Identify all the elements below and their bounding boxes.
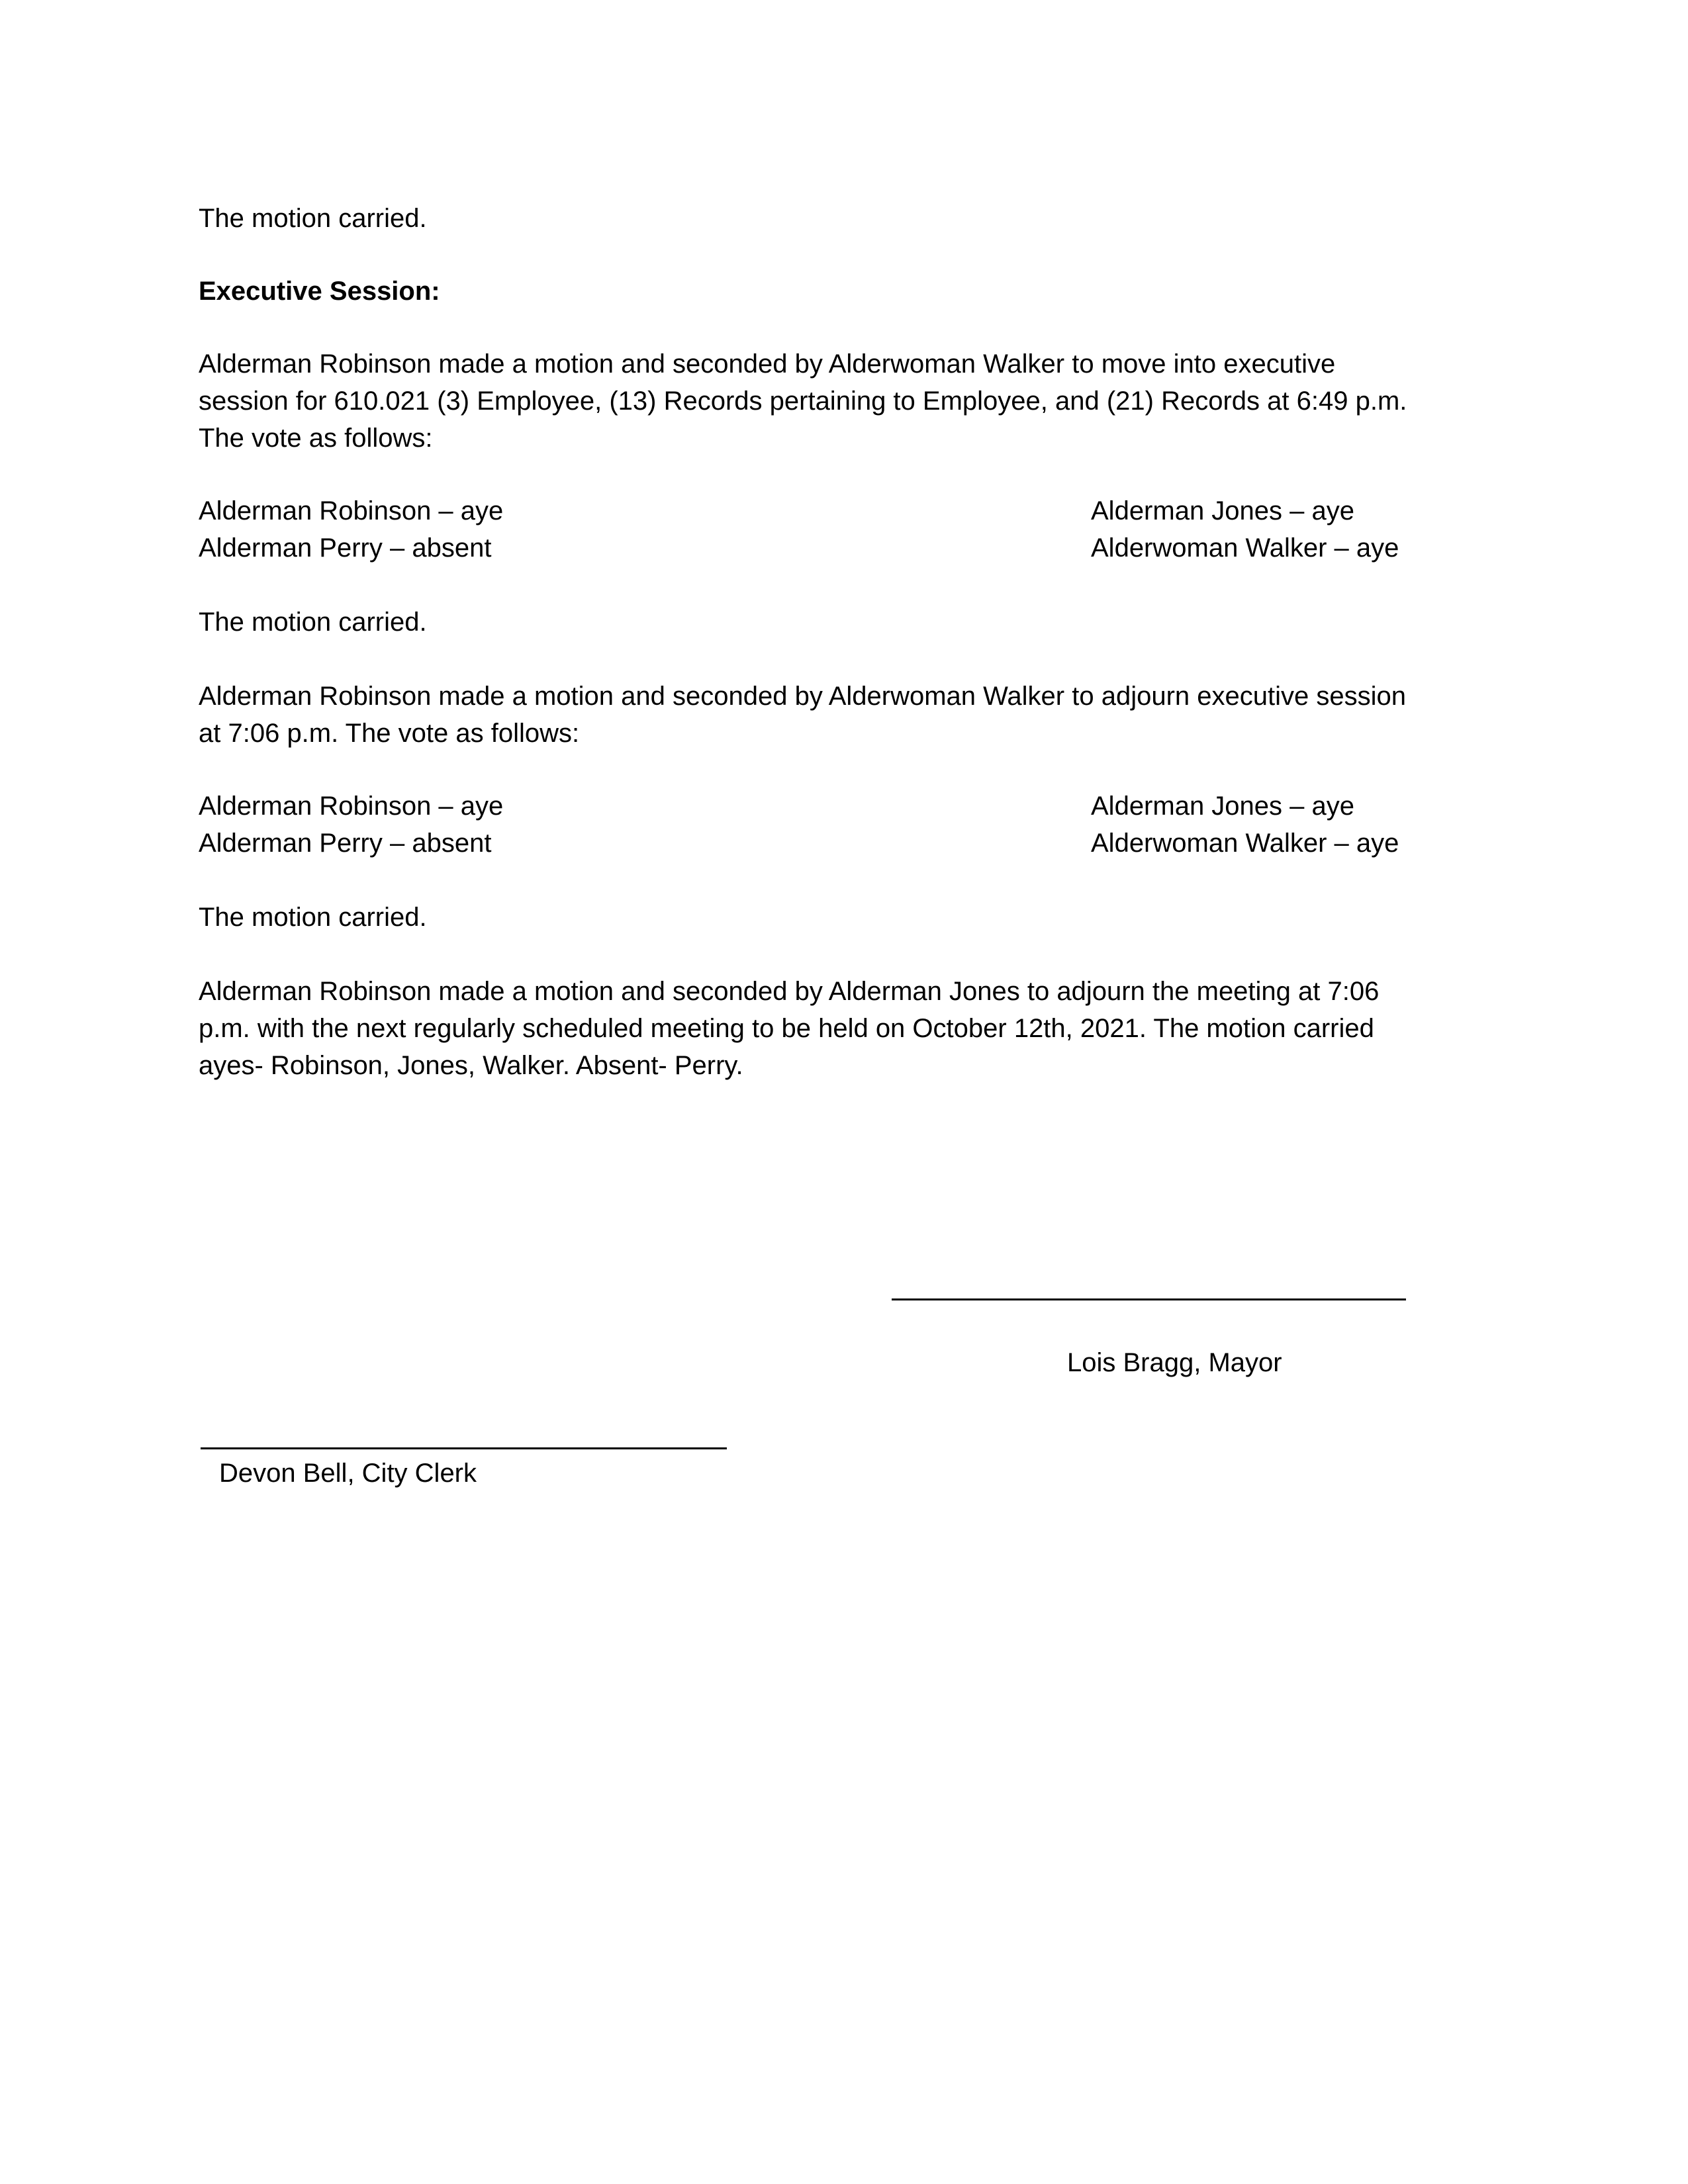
paragraph-line: The vote as follows: xyxy=(199,424,433,453)
motion-carried-2: The motion carried. xyxy=(199,608,427,637)
vote-entry: Alderman Robinson – aye xyxy=(199,496,504,525)
motion-carried-3: The motion carried. xyxy=(199,903,427,932)
paragraph-line: Alderman Robinson made a motion and seconded by Alderwoman Walker to move into executive xyxy=(199,349,1336,379)
paragraph-line: session for 610.021 (3) Employee, (13) Records pertaining to Employee, and (21) Records at 6:49 p.m. xyxy=(199,387,1407,416)
paragraph-line: p.m. with the next regularly scheduled meeting to be held on October 12th, 2021. The motion carried xyxy=(199,1014,1374,1043)
paragraph-line: ayes- Robinson, Jones, Walker. Absent- Perry. xyxy=(199,1051,743,1080)
clerk-signature-line xyxy=(201,1447,727,1449)
clerk-signature-label: Devon Bell, City Clerk xyxy=(219,1459,477,1488)
paragraph-line: at 7:06 p.m. The vote as follows: xyxy=(199,719,580,748)
motion-carried-1: The motion carried. xyxy=(199,204,427,233)
executive-session-heading: Executive Session: xyxy=(199,277,440,306)
vote-entry: Alderman Jones – aye xyxy=(1091,792,1355,821)
paragraph-line: Alderman Robinson made a motion and seconded by Alderwoman Walker to adjourn executive session xyxy=(199,682,1406,711)
mayor-signature-label: Lois Bragg, Mayor xyxy=(1067,1348,1282,1377)
vote-entry: Alderman Perry – absent xyxy=(199,533,492,563)
vote-entry: Alderman Jones – aye xyxy=(1091,496,1355,525)
vote-entry: Alderman Robinson – aye xyxy=(199,792,504,821)
mayor-signature-line xyxy=(892,1298,1406,1300)
vote-entry: Alderwoman Walker – aye xyxy=(1091,533,1399,563)
vote-entry: Alderman Perry – absent xyxy=(199,829,492,858)
vote-entry: Alderwoman Walker – aye xyxy=(1091,829,1399,858)
paragraph-line: Alderman Robinson made a motion and seconded by Alderman Jones to adjourn the meeting at 7:06 xyxy=(199,977,1380,1006)
